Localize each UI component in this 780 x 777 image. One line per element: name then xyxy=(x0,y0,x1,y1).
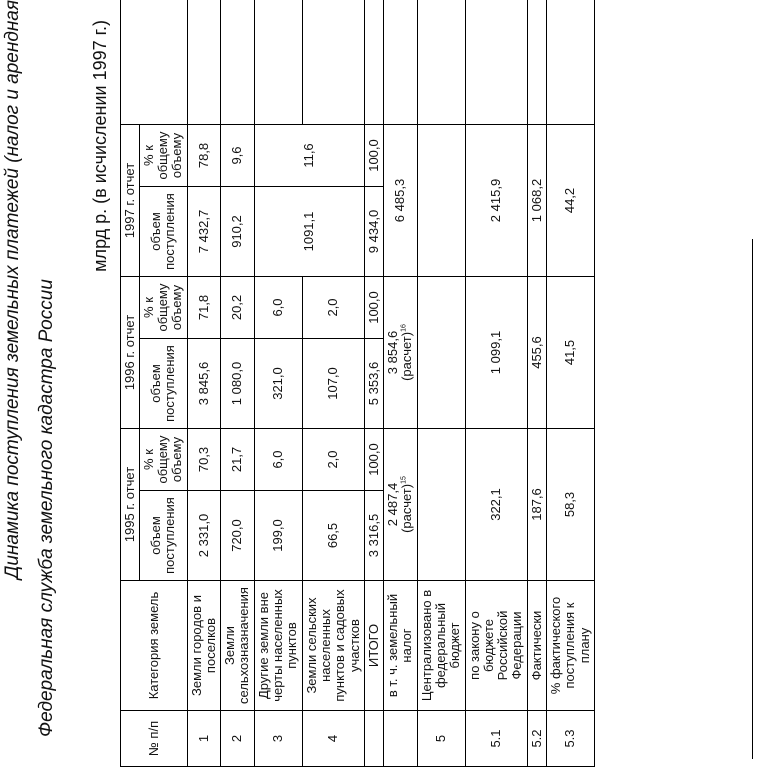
share-1995-header: % к общему объему xyxy=(139,429,187,491)
value-1995: 2 331,0 xyxy=(187,491,221,581)
total-share-1996: 100,0 xyxy=(364,277,383,339)
federal-label: Централизовано в федеральный бюджет xyxy=(417,581,465,711)
value-1995: 66,5 xyxy=(302,491,364,581)
row-no xyxy=(384,711,418,767)
federal-row xyxy=(417,0,465,767)
row-no: 5.2 xyxy=(527,711,546,767)
share-1997-merged: 11,6 xyxy=(254,125,364,187)
value-1996: 3 845,6 xyxy=(187,339,221,429)
row-no: 1 xyxy=(187,711,221,767)
total-row xyxy=(364,0,383,767)
blank-cell xyxy=(417,429,465,581)
share-1995: 6,0 xyxy=(254,429,302,491)
row-category: Земли городов и поселков xyxy=(187,581,221,711)
volume-1995-header: объем поступления xyxy=(139,491,187,581)
footnote-15: 15 xyxy=(401,476,409,484)
blank-cell xyxy=(187,0,221,125)
blank-cell xyxy=(364,0,383,125)
share-1996: 6,0 xyxy=(254,277,302,339)
table-row xyxy=(254,0,302,767)
row-no xyxy=(364,711,383,767)
volume-1996-header: объем поступления xyxy=(139,339,187,429)
total-value-1996: 5 353,6 xyxy=(364,339,383,429)
row-no: 2 xyxy=(221,711,255,767)
total-share-1995: 100,0 xyxy=(364,429,383,491)
share-1997-header: % к общему объему xyxy=(139,125,187,187)
document-subtitle: Федеральная служба земельного кадастра России xyxy=(36,279,57,737)
blank-cell xyxy=(547,0,595,125)
share-1996: 2,0 xyxy=(302,277,364,339)
row-no: 5 xyxy=(417,711,465,767)
value-1995: 187,6 xyxy=(527,429,546,581)
blank-cell xyxy=(417,277,465,429)
footnote-16: 16 xyxy=(401,324,409,332)
row-no: 4 xyxy=(302,711,364,767)
blank-cell xyxy=(527,0,546,125)
total-value-1995: 3 316,5 xyxy=(364,491,383,581)
value-1997: 2 415,9 xyxy=(465,125,527,277)
share-1996: 20,2 xyxy=(221,277,255,339)
federal-subrow xyxy=(547,0,595,767)
value-1997-merged: 1091,1 xyxy=(254,187,364,277)
tax-amount-1996: 3 854,6 xyxy=(385,330,401,375)
tax-row xyxy=(384,0,418,767)
blank-header-cell xyxy=(121,0,188,125)
value-1995: 322,1 xyxy=(465,429,527,581)
tax-value-1996 xyxy=(384,277,418,429)
value-1997: 44,2 xyxy=(547,125,595,277)
blank-cell xyxy=(221,0,255,125)
year-1997-header: 1997 г. отчет xyxy=(121,125,140,277)
volume-1997-header: объем поступления xyxy=(139,187,187,277)
document-title: Динамика поступления земельных платежей (налог и арендная xyxy=(2,0,23,579)
row-no: 3 xyxy=(254,711,302,767)
land-payments-table xyxy=(120,0,595,767)
value-1997: 910,2 xyxy=(221,187,255,277)
share-1995: 21,7 xyxy=(221,429,255,491)
col-no-header: № п/п xyxy=(121,711,188,767)
row-category: Земли сельских населенных пунктов и садовых участков xyxy=(302,581,364,711)
federal-subrow xyxy=(527,0,546,767)
total-value-1997: 9 434,0 xyxy=(364,187,383,277)
row-no: 5.3 xyxy=(547,711,595,767)
share-1996: 71,8 xyxy=(187,277,221,339)
row-category: % фактического поступления к плану xyxy=(547,581,595,711)
federal-subrow xyxy=(465,0,527,767)
tax-value-1995 xyxy=(384,429,418,581)
table-row xyxy=(221,0,255,767)
value-1996: 1 099,1 xyxy=(465,277,527,429)
blank-cell xyxy=(384,0,418,125)
share-1997: 78,8 xyxy=(187,125,221,187)
total-share-1997: 100,0 xyxy=(364,125,383,187)
value-1995: 720,0 xyxy=(221,491,255,581)
header-row-years xyxy=(121,0,140,767)
col-category-header: Категория земель xyxy=(121,581,188,711)
blank-cell xyxy=(417,125,465,277)
value-1996: 107,0 xyxy=(302,339,364,429)
blank-cell xyxy=(417,0,465,125)
value-1997: 7 432,7 xyxy=(187,187,221,277)
value-1996: 321,0 xyxy=(254,339,302,429)
value-1995: 58,3 xyxy=(547,429,595,581)
share-1995: 70,3 xyxy=(187,429,221,491)
blank-cell xyxy=(254,0,302,125)
value-1996: 1 080,0 xyxy=(221,339,255,429)
tax-note-1995: (расчет) xyxy=(399,483,415,533)
tax-amount-1995: 2 487,4 xyxy=(385,482,401,527)
table-row xyxy=(187,0,221,767)
row-category: Земли сельхозназначения xyxy=(221,581,255,711)
share-1997: 9,6 xyxy=(221,125,255,187)
year-1996-header: 1996 г. отчет xyxy=(121,277,140,429)
year-1995-header: 1995 г. отчет xyxy=(121,429,140,581)
blank-cell xyxy=(465,0,527,125)
tax-label: в т. ч. земельный налог xyxy=(384,581,418,711)
units-note: млрд р. (в исчислении 1997 г.) xyxy=(90,20,110,272)
table-row xyxy=(302,0,364,767)
value-1996: 41,5 xyxy=(547,277,595,429)
row-category: Фактически xyxy=(527,581,546,711)
tax-value-1997: 6 485,3 xyxy=(384,125,418,277)
value-1995: 199,0 xyxy=(254,491,302,581)
tax-note-1996: (расчет) xyxy=(399,331,415,381)
value-1997: 1 068,2 xyxy=(527,125,546,277)
row-category: Другие земли вне черты населенных пунктов xyxy=(254,581,302,711)
divider-line xyxy=(752,239,753,759)
blank-cell xyxy=(302,0,364,125)
row-no: 5.1 xyxy=(465,711,527,767)
share-1996-header: % к общему объему xyxy=(139,277,187,339)
value-1996: 455,6 xyxy=(527,277,546,429)
row-category: по закону о бюджете Российской Федерации xyxy=(465,581,527,711)
share-1995: 2,0 xyxy=(302,429,364,491)
total-label: ИТОГО xyxy=(364,581,383,711)
